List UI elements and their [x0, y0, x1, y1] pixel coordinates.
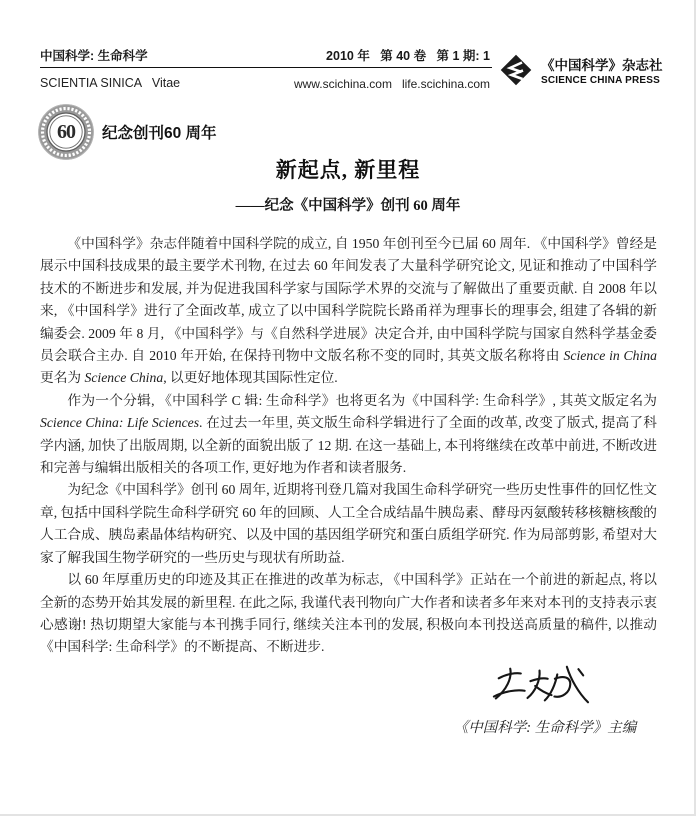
latin-journal-name: Science China: Life Sciences — [40, 415, 200, 431]
paragraph — [40, 233, 657, 390]
paragraph-text: 更名为 — [40, 370, 85, 386]
paragraph-text: 以 60 年厚重历史的印迹及其正在推进的改革为标志, 《中国科学》正站在一个前进的新起点, 将以全新的态势开始其发展的新里程. 在此之际, 我谨代表刊物向广大作者和读者多年来对本刊的支持表示衷心感谢! 热切期望大家能与本刊携手同行, 继续关注本刊的发展, 积极向本刊投送高质量的稿件, 以推动《中国科学: 生命科学》的不断提高、不断进步. — [40, 572, 657, 655]
header-divider — [40, 67, 492, 68]
latin-journal-name: Science in China — [563, 348, 657, 364]
article-subtitle: ——纪念《中国科学》创刊 60 周年 — [235, 198, 461, 214]
paragraph-text: 《中国科学》杂志伴随着中国科学院的成立, 自 1950 年创刊至今已届 60 周年. 《中国科学》曾经是展示中国科技成果的最主要学术刊物, 在过去 60 年间发表了大量科学研究论文, 见证和推动了中国科学技术的不断进步和发展, 并为促进我国科学家与国际学术界的交流与了解做出了重要贡献. 自 2008 年以来, 《中国科学》进行了全面改革, 成立了以中国科学院院长路甬祥为理事长的理事会, 组建了各辑的新编委会. 2009 年 8 月, 《中国科学》与《自然科学进展》决定合并, 由中国科学院与国家自然科学基金委员会联合主办. 自 2010 年开始, 在保持刊物中文版名称不变的同时, 其英文版名称将由 — [40, 236, 657, 364]
science-china-press-diamond-icon — [498, 52, 534, 93]
paragraph-text: 为纪念《中国科学》创刊 60 周年, 近期将刊登几篇对我国生命科学研究一些历史性事件的回忆性文章, 包括中国科学院生命科学研究 60 年的回顾、人工全合成结晶牛胰岛素、酵母丙氨酸转移核糖核酸的人工合成、胰岛素晶体结构研究、以及中国的基因组学研究和蛋白质组学研究. 作为局部剪影, 希望对大家了解我国生物学研究的一些历史与现状有所助益. — [40, 482, 657, 565]
editor-signature-image — [486, 661, 594, 709]
article-body — [40, 233, 657, 659]
paragraph-text: , 以更好地体现其国际性定位. — [163, 370, 338, 386]
paragraph — [40, 390, 657, 480]
anniversary-60-badge-icon — [38, 104, 94, 160]
paragraph-text: 作为一个分辑, 《中国科学 C 辑: 生命科学》也将更名为《中国科学: 生命科学》, 其英文版定名为 — [67, 392, 657, 408]
journal-title-cn: 中国科学: 生命科学 — [40, 49, 148, 63]
press-block — [498, 52, 663, 93]
issue-info: 2010 年 第 40 卷 第 1 期: 1 — [326, 49, 490, 63]
badge-number: 60 — [57, 120, 75, 143]
press-name-en: SCIENCE CHINA PRESS — [541, 74, 661, 86]
journal-websites: www.scichina.com life.scichina.com — [293, 77, 490, 91]
paragraph — [40, 479, 657, 569]
paragraph-text: . 在过去一年里, 英文版生命科学辑进行了全面的改革, 改变了版式, 提高了科学内涵, 加快了出版周期, 以全新的面貌出版了 12 期. 在这一基础上, 本刊将继续在改革中前进, 不断改进和完善与编辑出版相关的各项工作, 更好地为作者和读者服务. — [40, 415, 657, 476]
paragraph — [40, 569, 657, 659]
journal-title-en: SCIENTIA SINICA Vitae — [40, 76, 181, 90]
press-name-cn: 《中国科学》杂志社 — [541, 57, 663, 73]
latin-journal-name: Science China — [84, 370, 164, 386]
anniversary-label: 纪念创刊60 周年 — [102, 125, 217, 142]
article-title: 新起点, 新里程 — [275, 158, 421, 182]
signoff-editor-in-chief: 《中国科学: 生命科学》主编 — [453, 720, 637, 736]
